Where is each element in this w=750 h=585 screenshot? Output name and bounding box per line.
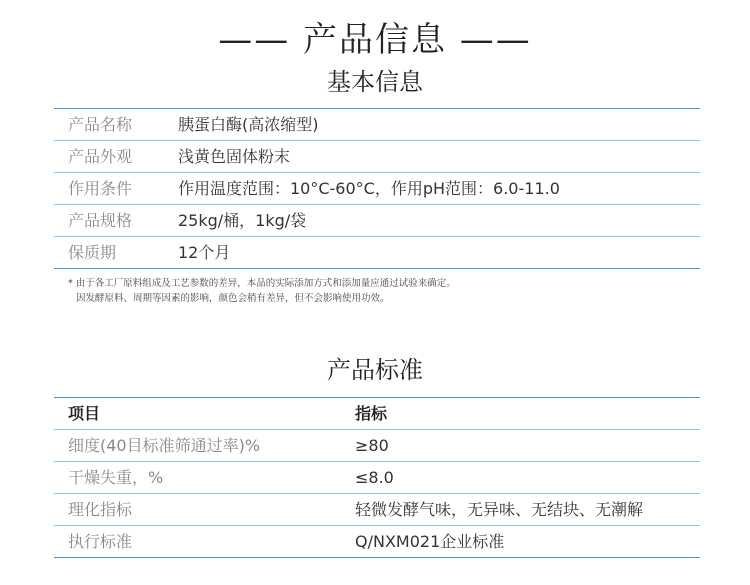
row-spec: Q/NXM021企业标准 [355, 532, 505, 551]
row-item: 干燥失重，% [68, 468, 164, 487]
row-value: 胰蛋白酶(高浓缩型) [178, 115, 319, 134]
table-row [54, 205, 700, 237]
standard-table [54, 397, 700, 558]
column-header-spec: 指标 [355, 404, 388, 423]
table-header-row [54, 397, 700, 430]
footnote-line-2: 因发酵原料、周期等因素的影响，颜色会稍有差异，但不会影响使用功效。 [76, 293, 390, 304]
basic-info-title: 基本信息 [327, 68, 423, 96]
table-row [54, 526, 700, 558]
row-item: 细度(40目标准筛通过率)% [68, 436, 261, 455]
row-label: 产品规格 [68, 211, 133, 230]
row-value: 作用温度范围：10°C-60°C，作用pH范围：6.0-11.0 [178, 179, 560, 198]
column-header-item: 项目 [68, 404, 101, 423]
row-spec: ≤8.0 [355, 468, 394, 487]
page-title: —— 产品信息 —— [218, 20, 532, 60]
table-row [54, 141, 700, 173]
table-row [54, 494, 700, 526]
row-item: 执行标准 [68, 532, 133, 551]
basic-info-table [54, 108, 700, 269]
table-row [54, 108, 700, 141]
row-value: 12个月 [178, 243, 231, 262]
row-spec: ≥80 [355, 436, 389, 455]
row-value: 25kg/桶，1kg/袋 [178, 211, 307, 230]
footnote-line-1: * 由于各工厂原料组成及工艺参数的差异，本品的实际添加方式和添加量应通过试验来确定。 [68, 278, 456, 289]
row-label: 作用条件 [68, 179, 133, 198]
table-row [54, 237, 700, 269]
row-spec: 轻微发酵气味，无异味、无结块、无潮解 [355, 500, 644, 519]
table-row [54, 430, 700, 462]
standard-title: 产品标准 [327, 356, 423, 384]
table-row [54, 173, 700, 205]
table-row [54, 462, 700, 494]
row-label: 保质期 [68, 243, 117, 262]
row-label: 产品名称 [68, 115, 133, 134]
row-item: 理化指标 [68, 500, 133, 519]
row-value: 浅黄色固体粉末 [178, 147, 291, 166]
row-label: 产品外观 [68, 147, 133, 166]
